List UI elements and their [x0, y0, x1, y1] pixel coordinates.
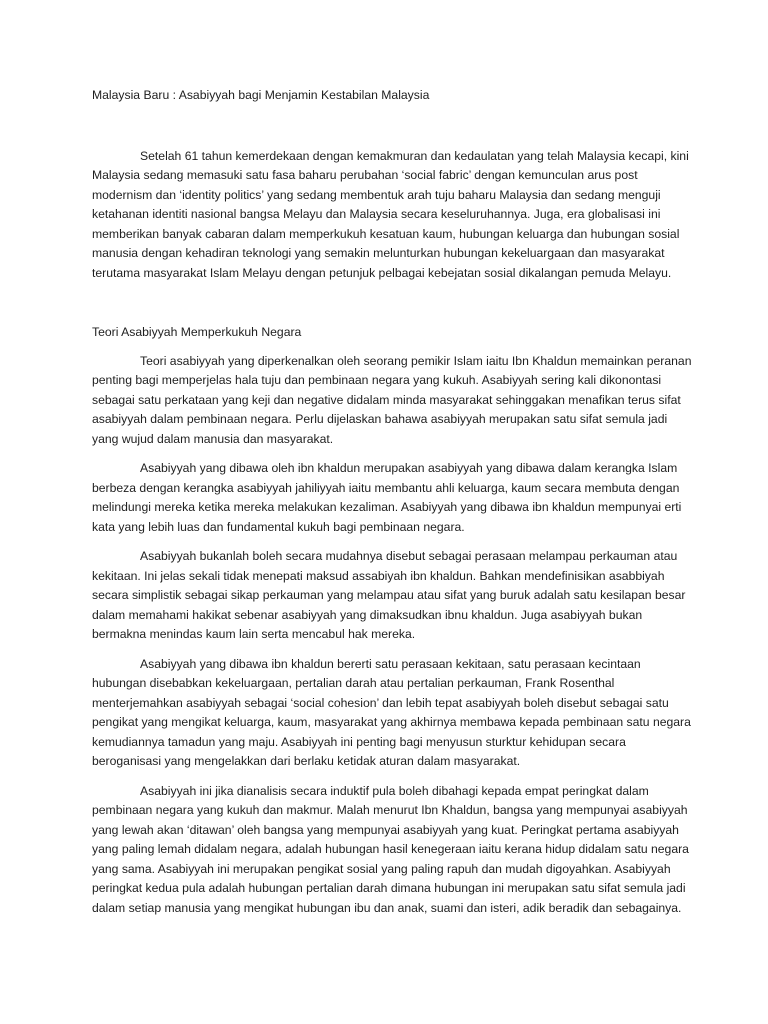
document-title: Malaysia Baru : Asabiyyah bagi Menjamin Kestabilan Malaysia: [92, 88, 430, 102]
body-paragraph-4: Asabiyyah yang dibawa ibn khaldun bererti satu perasaan kekitaan, satu perasaan kecintaan hubungan disebabkan kekeluargaan, pertalian darah atau pertalian perkauman, Frank Rosenthal menterjemahkan asabiyyah sebagai ‘social cohesion’ dan lebih tepat asabiyyah boleh disebut sebagai satu pengikat yang mengikat keluarga, kaum, masyarakat yang akhirnya membawa kepada pembinaan satu negara kemudiannya tamadun yang maju. Asabiyyah ini penting bagi menyusun sturktur kehidupan secara beroganisasi yang mengelakkan dari berlaku ketidak aturan dalam masyarakat.: [92, 656, 691, 768]
section-heading: Teori Asabiyyah Memperkukuh Negara: [92, 325, 302, 339]
intro-paragraph: Setelah 61 tahun kemerdekaan dengan kemakmuran dan kedaulatan yang telah Malaysia kecapi, kini Malaysia sedang memasuki satu fasa baharu perubahan ‘social fabric’ dengan kemunculan arus post modernism dan ‘identity politics’ yang sedang membentuk arah tuju baharu Malaysia dan sedang menguji ketahanan identiti nasional bangsa Melayu dan Malaysia secara keseluruhannya. Juga, era globalisasi ini memberikan banyak cabaran dalam memperkukuh kesatuan kaum, hubungan keluarga dan hubungan sosial manusia dengan kehadiran teknologi yang semakin melunturkan hubungan kekeluargaan dan masyarakat terutama masyarakat Islam Melayu dengan petunjuk pelbagai kebejatan sosial dikalangan pemuda Melayu.: [92, 148, 689, 280]
body-paragraph-5: Asabiyyah ini jika dianalisis secara induktif pula boleh dibahagi kepada empat peringkat dalam pembinaan negara yang kukuh dan makmur. Malah menurut Ibn Khaldun, bangsa yang mempunyai asabiyyah yang lewah akan ‘ditawan’ oleh bangsa yang mempunyai asabiyyah yang kuat. Peringkat pertama asabiyyah yang paling lemah didalam negara, adalah hubungan hasil kenegeraan iaitu kerana hidup didalam satu negara yang sama. Asabiyyah ini merupakan pengikat sosial yang paling rapuh dan mudah digoyahkan. Asabiyyah peringkat kedua pula adalah hubungan pertalian darah dimana hubungan ini merupakan satu sifat semula jadi dalam setiap manusia yang mengikat hubungan ibu dan anak, suami dan isteri, adik beradik dan sebagainya.: [92, 783, 689, 915]
body-paragraph-3: Asabiyyah bukanlah boleh secara mudahnya disebut sebagai perasaan melampau perkauman atau kekitaan. Ini jelas sekali tidak menepati maksud assabiyah ibn khaldun. Bahkan mendefinisikan asabbiyah secara simplistik sebagai sikap perkauman yang melampau atau sifat yang buruk adalah satu kesilapan besar dalam memahami hakikat sebenar asabiyyah yang dimaksudkan ibnu khaldun. Juga asabiyyah bukan bermakna menindas kaum lain serta mencabul hak mereka.: [92, 549, 686, 641]
body-paragraph-1: Teori asabiyyah yang diperkenalkan oleh seorang pemikir Islam iaitu Ibn Khaldun memainkan peranan penting bagi memperjelas hala tuju dan pembinaan negara yang kukuh. Asabiyyah sering kali dikonontasi sebagai satu perkataan yang keji dan negative didalam minda masyarakat sehinggakan menafikan terus sifat asabiyyah dalam pembinaan negara. Perlu dijelaskan bahawa asabiyyah merupakan satu sifat semula jadi yang wujud dalam manusia dan masyarakat.: [92, 353, 692, 446]
body-paragraph-2: Asabiyyah yang dibawa oleh ibn khaldun merupakan asabiyyah yang dibawa dalam kerangka Islam berbeza dengan kerangka asabiyyah jahiliyyah iaitu membantu ahli keluarga, kaum secara membuta dengan melindungi mereka ketika mereka melakukan kezaliman. Asabiyyah yang dibawa ibn khaldun mempunyai erti kata yang lebih luas dan fundamental kukuh bagi pembinaan negara.: [92, 461, 682, 534]
